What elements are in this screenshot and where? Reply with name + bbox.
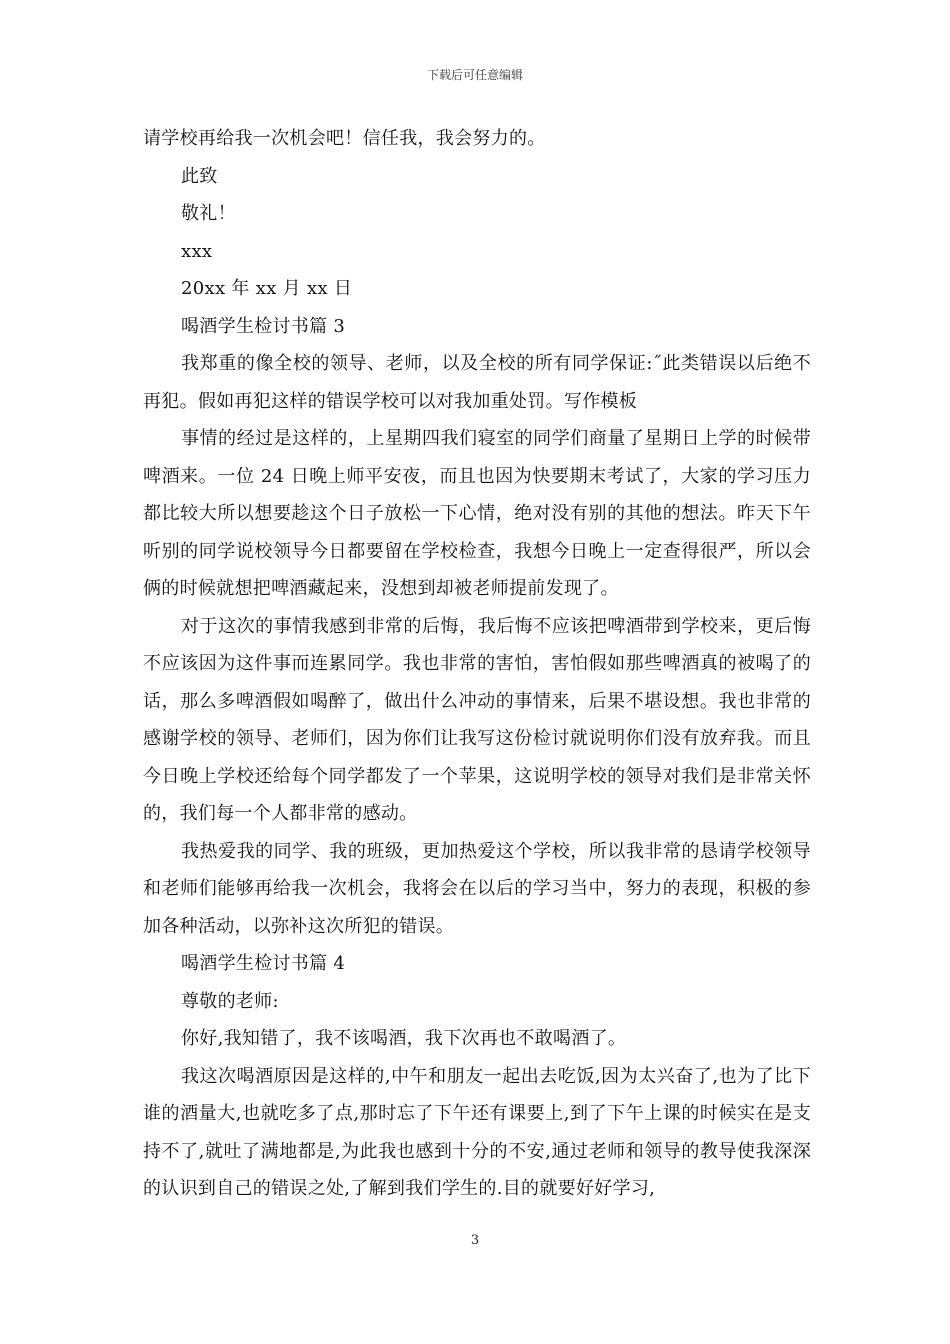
date-line: 20xx 年 xx 月 xx 日 <box>181 278 353 299</box>
signature: xxx <box>181 240 213 262</box>
page-header: 下载后可任意编辑 <box>426 68 523 82</box>
section-heading-4: 喝酒学生检讨书篇 4 <box>181 953 346 974</box>
paragraph-6: 我这次喝酒原因是这样的,中午和朋友一起出去吃饭,因为太兴奋了,也为了比下谁的酒量大,也就吃多了点,那时忘了下午还有课要上,到了下午上课的时候实在是支持不了,就吐了满地都是,为此我也感到十分的不安,通过老师和领导的教导使我深深的认识到自己的错误之处,了解到我们学生的.目的就要好好学习, <box>143 1065 811 1199</box>
closing-salute-1: 此致 <box>181 165 218 187</box>
section-heading-3: 喝酒学生检讨书篇 3 <box>181 315 346 337</box>
closing-sentence: 请学校再给我一次机会吧！信任我，我会努力的。 <box>143 128 546 149</box>
closing-salute-2: 敬礼！ <box>181 203 236 224</box>
paragraph-3: 对于这次的事情我感到非常的后悔，我后悔不应该把啤酒带到学校来，更后悔不应该因为这件事而连累同学。我也非常的害怕，害怕假如那些啤酒真的被喝了的话，那么多啤酒假如喝醉了，做出什么冲动的事情来，后果不堪设想。我也非常的感谢学校的领导、老师们，因为你们让我写这份检讨就说明你们没有放弃我。而且今日晚上学校还给每个同学都发了一个苹果，这说明学校的领导对我们是非常关怀的，我们每一个人都非常的感动。 <box>143 615 811 824</box>
paragraph-1: 我郑重的像全校的领导、老师，以及全校的所有同学保证:˝此类错误以后绝不再犯。假如再犯这样的错误学校可以对我加重处罚。写作模板 <box>143 353 811 412</box>
document-body <box>143 120 811 1208</box>
salutation: 尊敬的老师: <box>181 990 279 1012</box>
page-number: 3 <box>470 1233 480 1248</box>
paragraph-5: 你好,我知错了，我不该喝酒，我下次再也不敢喝酒了。 <box>181 1028 627 1049</box>
paragraph-4: 我热爱我的同学、我的班级，更加热爱这个学校，所以我非常的恳请学校领导和老师们能够再给我一次机会，我将会在以后的学习当中，努力的表现，积极的参加各种活动，以弥补这次所犯的错误。 <box>143 840 811 937</box>
paragraph-2: 事情的经过是这样的，上星期四我们寝室的同学们商量了星期日上学的时候带啤酒来。一位 24 日晚上师平安夜，而且也因为快要期末考试了，大家的学习压力都比较大所以想要趁这个日子放松一下心情，绝对没有别的其他的想法。昨天下午听别的同学说校领导今日都要留在学校检查，我想今日晚上一定查得很严，所以会俩的时候就想把啤酒藏起来，没想到却被老师提前发现了。 <box>143 428 811 599</box>
